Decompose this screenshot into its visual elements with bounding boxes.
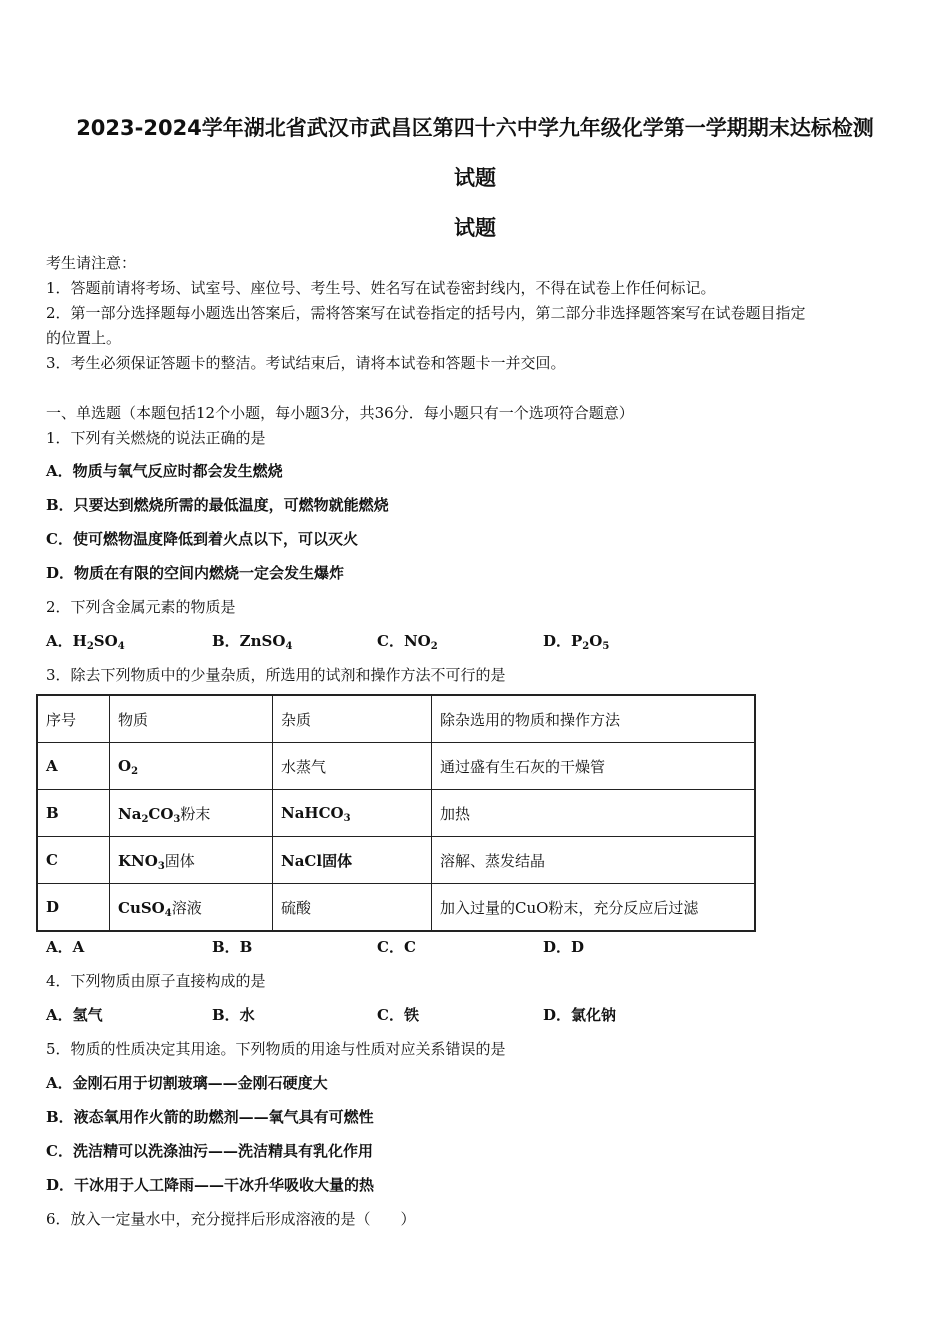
header-cell: 序号 <box>37 695 110 743</box>
q2-option-c: C．$NO_2$ <box>377 632 438 652</box>
page-title: 2023-2024学年湖北省武汉市武昌区第四十六中学九年级化学第一学期期末达标检测 <box>76 116 874 140</box>
page-subtitle: 试题 <box>454 216 496 240</box>
row-seq: D <box>37 884 110 932</box>
q3-option-d: D．D <box>543 938 585 956</box>
table-row <box>37 743 755 790</box>
notice-heading: 考生请注意： <box>46 254 137 272</box>
q4-option-d: D．氯化钠 <box>543 1006 617 1024</box>
q2-option-b: B．ZnSO$_4$ <box>212 632 293 652</box>
q1-option-a: A．物质与氧气反应时都会发生燃烧 <box>46 462 283 480</box>
q3-option-c: C．C <box>377 938 416 956</box>
notice-item: 1．答题前请将考场、试室号、座位号、考生号、姓名写在试卷密封线内，不得在试卷上作任何标记。 <box>46 279 716 297</box>
row-seq: B <box>37 790 110 837</box>
row-method: 通过盛有生石灰的干燥管 <box>432 743 756 790</box>
section-heading: 一、单选题（本题包括12个小题，每小题3分，共36分．每小题只有一个选项符合题意） <box>46 404 634 422</box>
row-method: 加热 <box>432 790 756 837</box>
q5-option-d: D．干冰用于人工降雨——干冰升华吸收大量的热 <box>46 1176 375 1194</box>
row-method: 溶解、蒸发结晶 <box>432 837 756 884</box>
q5-option-a: A．金刚石用于切割玻璃——金刚石硬度大 <box>46 1074 328 1092</box>
header-cell: 物质 <box>110 695 273 743</box>
q3-table <box>36 694 756 932</box>
q5-option-c: C．洗洁精可以洗涤油污——洗洁精具有乳化作用 <box>46 1142 373 1160</box>
table-header-row <box>37 695 755 743</box>
question-stem-3: 3．除去下列物质中的少量杂质，所选用的试剂和操作方法不可行的是 <box>46 666 506 684</box>
question-stem-2: 2．下列含金属元素的物质是 <box>46 598 236 616</box>
row-impurity: 硫酸 <box>273 884 432 932</box>
row-seq: C <box>37 837 110 884</box>
q1-option-c: C．使可燃物温度降低到着火点以下，可以灭火 <box>46 530 358 548</box>
row-substance: CuSO$_4$溶液 <box>110 884 273 932</box>
question-stem-1: 1．下列有关燃烧的说法正确的是 <box>46 429 266 447</box>
page-title-line2: 试题 <box>454 166 496 190</box>
row-impurity: NaHCO$_3$ <box>273 790 432 837</box>
q1-option-d: D．物质在有限的空间内燃烧一定会发生爆炸 <box>46 564 345 582</box>
table-row <box>37 837 755 884</box>
q4-option-c: C．铁 <box>377 1006 419 1024</box>
q4-option-b: B．水 <box>212 1006 255 1024</box>
question-stem-4: 4．下列物质由原子直接构成的是 <box>46 972 266 990</box>
header-cell: 杂质 <box>273 695 432 743</box>
question-stem-6: 6．放入一定量水中，充分搅拌后形成溶液的是（ ） <box>46 1210 416 1228</box>
q1-option-b: B．只要达到燃烧所需的最低温度，可燃物就能燃烧 <box>46 496 389 514</box>
row-substance: $KNO_3$固体 <box>110 837 273 884</box>
notice-item: 2．第一部分选择题每小题选出答案后，需将答案写在试卷指定的括号内，第二部分非选择题答案写在试卷题目指定 <box>46 304 806 322</box>
notice-item: 3．考生必须保证答题卡的整洁。考试结束后，请将本试卷和答题卡一并交回。 <box>46 354 566 372</box>
q3-option-b: B．B <box>212 938 253 956</box>
q2-option-d: D．$P_2O_5$ <box>543 632 610 652</box>
q2-option-a: A．$H_2SO_4$ <box>46 632 125 652</box>
row-substance: $Na_2CO_3$粉末 <box>110 790 273 837</box>
row-impurity: 水蒸气 <box>273 743 432 790</box>
row-impurity: NaCl固体 <box>273 837 432 884</box>
notice-item: 的位置上。 <box>46 329 122 347</box>
table-row <box>37 790 755 837</box>
table-row <box>37 884 755 932</box>
header-cell: 除杂选用的物质和操作方法 <box>432 695 756 743</box>
q5-option-b: B．液态氧用作火箭的助燃剂——氧气具有可燃性 <box>46 1108 374 1126</box>
question-stem-5: 5．物质的性质决定其用途。下列物质的用途与性质对应关系错误的是 <box>46 1040 506 1058</box>
row-seq: A <box>37 743 110 790</box>
row-substance: $O_2$ <box>110 743 273 790</box>
q3-option-a: A．A <box>46 938 85 956</box>
q4-option-a: A．氢气 <box>46 1006 103 1024</box>
row-method: 加入过量的CuO粉末，充分反应后过滤 <box>432 884 756 932</box>
